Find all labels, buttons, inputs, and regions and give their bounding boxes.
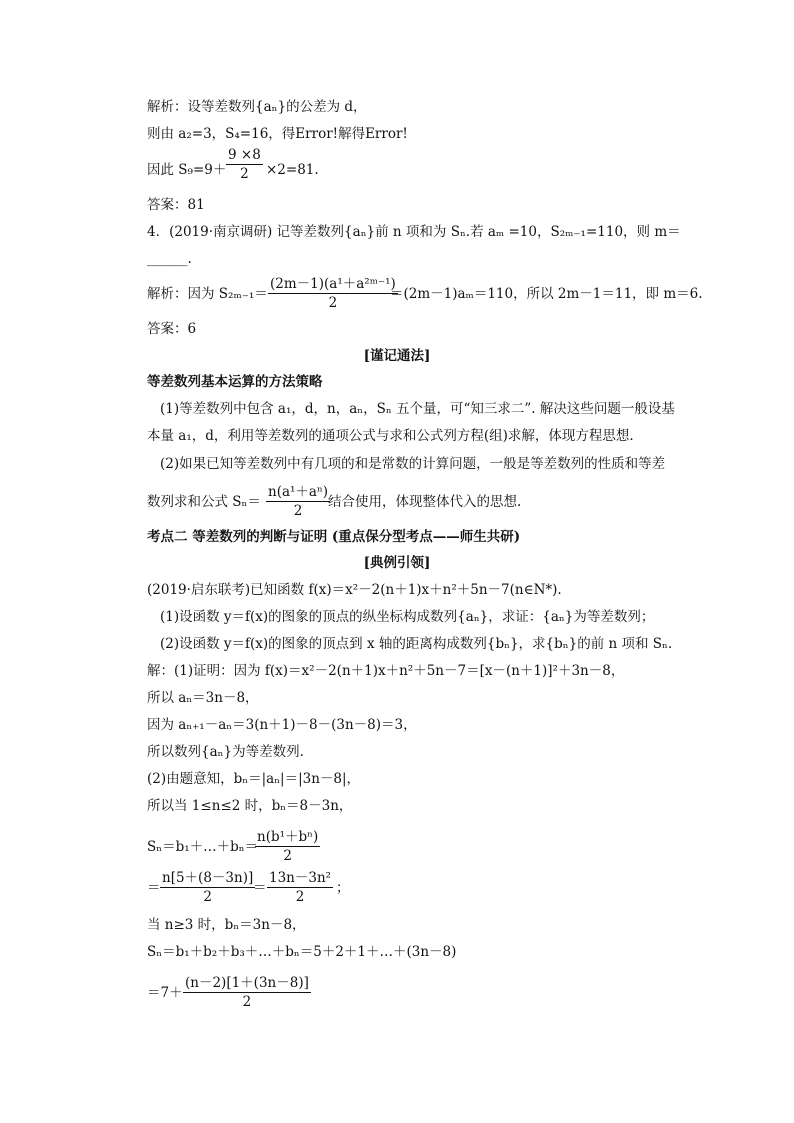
question-4-line-2: ______. (147, 251, 192, 267)
fraction-denominator: 2 (283, 848, 292, 864)
fraction-denominator: 2 (328, 295, 338, 311)
fraction-expand-2 (267, 866, 333, 905)
example-solution-line-3: 因为 aₙ₊₁－aₙ＝3(n＋1)－8－(3n－8)＝3， (147, 717, 417, 733)
section-title: 考点二 等差数列的判断与证明 (重点保分型考点——师生共研) (147, 529, 521, 545)
answer-4: 答案：6 (147, 321, 197, 337)
fraction-numerator: n(b¹＋bⁿ) (255, 825, 320, 847)
method-point-2-line-1: (2)如果已知等差数列中有几项的和是常数的计算问题，一般是等差数列的性质和等差 (160, 456, 666, 472)
method-point-1-line-1: (1)等差数列中包含 a₁，d，n，aₙ，Sₙ 五个量，可“知三求二”. 解决这些问题一般设基 (160, 401, 675, 417)
fraction-s2m-1 (268, 272, 398, 311)
example-solution-line-2: 所以 aₙ＝3n－8， (147, 690, 259, 706)
example-solution-line-8-eq: ＝ (147, 880, 161, 896)
method-heading: [谨记通法] (363, 348, 431, 364)
fraction-denominator: 2 (203, 889, 212, 905)
question-4-solution-left: 解析：因为 S₂ₘ₋₁＝ (147, 286, 268, 302)
example-heading: [典例引领] (363, 555, 431, 571)
solution-line-2: 则由 a₂=3，S₄=16，得Error!解得Error! (147, 126, 408, 142)
method-point-1-line-2: 本量 a₁，d，利用等差数列的通项公式与求和公式列方程(组)求解，体现方程思想. (147, 428, 634, 444)
example-solution-line-6: 所以当 1≤n≤2 时，bₙ＝8－3n， (147, 798, 353, 814)
method-point-2-line-2-right: 结合使用，体现整体代入的思想. (328, 494, 522, 510)
example-question-part-1: (1)设函数 y＝f(x)的图象的顶点的纵坐标构成数列{aₙ}，求证：{aₙ}为等差数列； (160, 609, 655, 625)
fraction-denominator: 2 (295, 889, 305, 905)
example-solution-line-11-left: ＝7＋ (147, 985, 183, 1001)
example-solution-line-10: Sₙ＝b₁＋b₂＋b₃＋…＋bₙ＝5＋2＋1＋…＋(3n－8) (147, 944, 457, 960)
example-solution-line-7-left: Sₙ＝b₁＋…＋bₙ＝ (147, 839, 259, 855)
example-solution-line-9: 当 n≥3 时，bₙ＝3n－8， (147, 917, 306, 933)
example-question-part-2: (2)设函数 y＝f(x)的图象的顶点到 x 轴的距离构成数列{bₙ}，求{bₙ}的前 n 项和 Sₙ. (160, 636, 673, 652)
solution-line-3-left: 因此 S₉=9＋ (147, 162, 227, 178)
fraction-numerator: (2m－1)(a¹＋a²ᵐ⁻¹) (268, 272, 398, 294)
fraction-numerator: n[5＋(8－3n)] (160, 866, 255, 888)
fraction-expand-1 (160, 866, 255, 905)
fraction-numerator: 13n－3n² (267, 866, 333, 888)
example-question: (2019·启东联考)已知函数 f(x)＝x²－2(n＋1)x＋n²＋5n－7(n∈N*). (147, 582, 562, 598)
solution-line-1: 解析：设等差数列{aₙ}的公差为 d， (147, 99, 367, 115)
answer-1: 答案：81 (147, 197, 205, 213)
fraction-sum-formula (266, 480, 330, 519)
example-solution-line-5: (2)由题意知，bₙ＝|aₙ|＝|3n－8|， (147, 771, 361, 787)
method-point-2-line-2-left: 数列求和公式 Sₙ＝ (147, 494, 261, 510)
question-4-line-1: 4．(2019·南京调研) 记等差数列{aₙ}前 n 项和为 Sₙ.若 aₘ =10，S₂ₘ₋₁=110，则 m＝ (147, 224, 681, 240)
example-solution-line-8-eq2: ＝ (253, 880, 267, 896)
fraction-sn-case-2 (183, 971, 311, 1010)
solution-line-3-right: ×2=81. (266, 162, 319, 178)
fraction-denominator: 2 (242, 994, 252, 1010)
fraction-numerator: 9 ×8 (228, 147, 261, 163)
example-solution-line-1: 解：(1)证明：因为 f(x)＝x²－2(n＋1)x＋n²＋5n－7＝[x－(n＋1)]²＋3n－8， (147, 663, 625, 679)
fraction-numerator: (n－2)[1＋(3n－8)] (183, 971, 311, 993)
example-solution-line-8-end: ； (336, 880, 350, 896)
fraction-numerator: n(a¹＋aⁿ) (266, 480, 330, 502)
fraction-denominator: 2 (240, 166, 249, 182)
method-title: 等差数列基本运算的方法策略 (147, 374, 323, 390)
fraction-denominator: 2 (293, 503, 303, 519)
question-4-solution-right: ＝(2m－1)aₘ＝110，所以 2m－1＝11，即 m＝6. (390, 286, 703, 302)
example-solution-line-4: 所以数列{aₙ}为等差数列. (147, 744, 304, 760)
fraction-sn-case-1 (255, 825, 320, 864)
fraction-s9 (226, 147, 263, 182)
